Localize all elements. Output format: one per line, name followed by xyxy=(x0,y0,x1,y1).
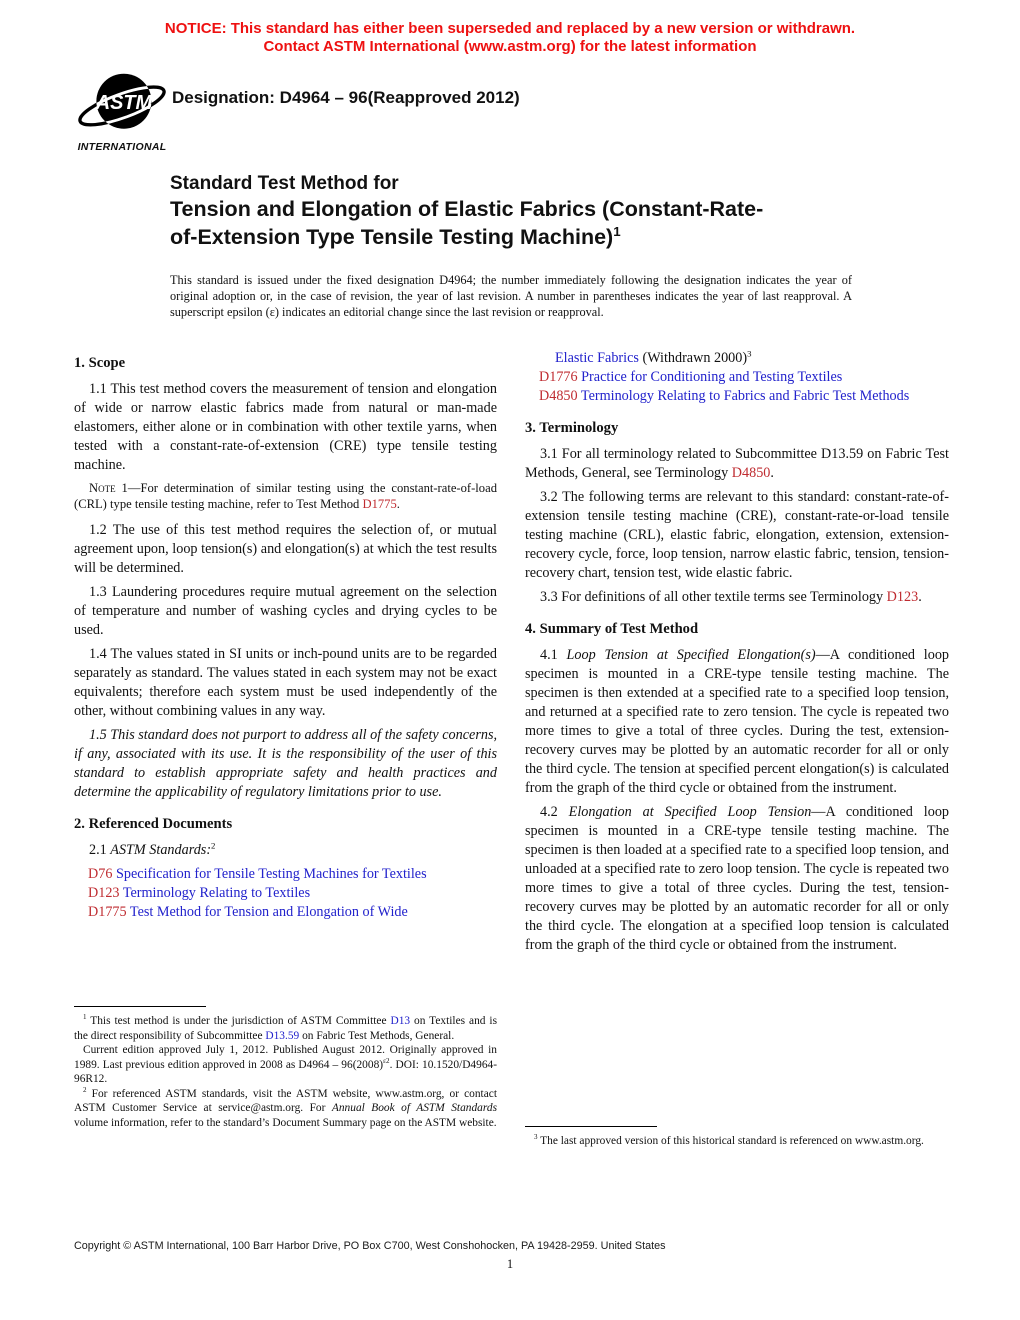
text-run: 4.1 xyxy=(540,647,567,663)
text-run: on Fabric Test Methods, General. xyxy=(299,1029,455,1042)
right-column xyxy=(525,349,949,960)
doc-link[interactable]: Terminology Relating to Fabrics and Fabric Test Methods xyxy=(577,388,910,404)
para-3-1 xyxy=(525,445,949,483)
text-run: . DOI: 10.1520/D4964-96R12. xyxy=(74,1058,498,1085)
text-run: 2.1 xyxy=(89,841,111,858)
para-1-5 xyxy=(74,726,497,802)
left-column xyxy=(74,349,497,922)
footnote-1 xyxy=(74,1014,497,1043)
text-run: This test method is under the jurisdiction of ASTM Committee xyxy=(86,1015,391,1027)
para-4-2 xyxy=(525,803,949,955)
doc-link[interactable]: Test Method for Tension and Elongation of Wide xyxy=(126,903,408,920)
doc-link[interactable]: D123 xyxy=(88,884,120,901)
doc-link[interactable]: Practice for Conditioning and Testing Textiles xyxy=(577,369,843,385)
reference-item-d123 xyxy=(74,884,497,903)
footnote-2 xyxy=(74,1087,497,1131)
text-run: (Withdrawn 2000) xyxy=(638,350,748,366)
text-run: Note 1 xyxy=(89,481,128,495)
doc-link[interactable]: Specification for Tensile Testing Machines for Textiles xyxy=(112,865,427,882)
text-run: 2 xyxy=(211,840,216,851)
text-run: Elongation at Specified Loop Tension xyxy=(568,804,812,820)
copyright-line: Copyright © ASTM International, 100 Barr Harbor Drive, PO Box C700, West Conshohocken, PA 19428-2959. United States xyxy=(74,1240,666,1252)
text-run: Current edition approved July 1, 2012. Published August 2012. Originally approved in 1989. Last previous edition approved in 2008 as D4964 – 96(2008) xyxy=(74,1044,497,1071)
text-run: —A conditioned loop specimen is mounted in a CRE-type tensile testing machine. The specimen is then loaded at a specified rate to a specified loop tension, and unloaded at a specified rate to zero loop tension. The cycle is repeated two more times to give a total of three cycles. During the test, tension-recovery curves may be plotted by an automatic recorder for all or only the third cycle. The elongation at a specified loop tension is calculated from the graph of the third cycle or obtained from the instrument. xyxy=(525,804,950,953)
doc-link[interactable]: Terminology Relating to Textiles xyxy=(119,884,311,901)
text-run: on Textiles and is the direct responsibility of Subcommittee xyxy=(74,1015,498,1042)
para-2-1 xyxy=(74,841,497,860)
text-run: ε2 xyxy=(383,1056,390,1065)
page-number: 1 xyxy=(506,1257,514,1271)
text-run: Loop Tension at Specified Elongation(s) xyxy=(566,647,816,663)
title-line-2 xyxy=(170,224,882,252)
text-run: of-Extension Type Tensile Testing Machine) xyxy=(170,224,614,249)
astm-logo-subtitle: INTERNATIONAL xyxy=(77,141,167,153)
text-run: 1.5 This standard does not purport to address all of the safety concerns, if any, associated with its use. It is the responsibility of the user of this standard to establish appropriate safety and health practices and determine the applicability of regulatory limitations prior to use. xyxy=(74,726,498,800)
para-4-1 xyxy=(525,646,949,798)
text-run: 4.2 xyxy=(540,804,569,820)
summary-heading: 4. Summary of Test Method xyxy=(525,621,699,637)
reference-item-d1775-continued xyxy=(525,349,949,368)
para-3-2: 3.2 The following terms are relevant to this standard: constant-rate-of-extension tensile testing machine (CRE), constant-rate-or-load tensile testing machine (CRL), elastic fabric, elongation, extension, extension-recovery cycle, force, loop tension, narrow elastic fabric, tension, tension-recovery chart, tension test, wide elastic fabric. xyxy=(525,489,949,581)
footnote-3 xyxy=(525,1134,949,1149)
terminology-heading: 3. Terminology xyxy=(525,420,619,436)
astm-globe-icon xyxy=(74,68,170,142)
text-run: 1 xyxy=(83,1013,87,1022)
reference-item-d4850 xyxy=(525,387,949,406)
text-run: 3 xyxy=(747,348,752,359)
doc-link[interactable]: D13.59 xyxy=(265,1029,300,1042)
text-run: volume information, refer to the standard’s Document Summary page on the ASTM website. xyxy=(74,1116,497,1129)
para-3-3 xyxy=(525,588,949,607)
title-line-1: Tension and Elongation of Elastic Fabrics (Constant-Rate- xyxy=(170,197,764,221)
text-run: 2 xyxy=(83,1085,87,1094)
text-run: 3.1 For all terminology related to Subcommittee D13.59 on Fabric Test Methods, General, see Terminology xyxy=(525,446,949,481)
doc-link[interactable]: D123 xyxy=(886,589,919,605)
doc-link[interactable]: D1776 xyxy=(539,369,578,385)
notice-line-2: Contact ASTM International (www.astm.org) for the latest information xyxy=(263,38,757,55)
section-referenced-documents xyxy=(74,816,497,922)
text-run: The last approved version of this historical standard is referenced on www.astm.org. xyxy=(537,1135,924,1147)
referenced-heading: 2. Referenced Documents xyxy=(74,815,233,832)
title-kicker: Standard Test Method for xyxy=(170,173,399,194)
text-run: . xyxy=(770,465,774,481)
footnote-divider xyxy=(525,1126,657,1127)
notice-banner xyxy=(0,20,1020,56)
text-run: —A conditioned loop specimen is mounted in a CRE-type tensile testing machine. The specimen is then extended at a specified rate to a specified loop tension, and returned at a specified rate to zero tension. The cycle is repeated two more times to give a total of three cycles. During the test, extension-recovery curves may be plotted by an automatic recorder for all or only the third cycle. The tension at specified percent elongation(s) is calculated from the graph of the third cycle or obtained from the instrument. xyxy=(525,647,950,796)
doc-link[interactable]: D13 xyxy=(390,1015,411,1027)
section-summary xyxy=(525,621,949,955)
footnotes-right xyxy=(525,1126,949,1149)
doc-link[interactable]: D4850 xyxy=(539,388,578,404)
astm-logo xyxy=(72,68,172,153)
text-run: For referenced ASTM standards, visit the ASTM website, www.astm.org, or contact ASTM Customer Service at service@astm.org. For xyxy=(74,1087,497,1114)
text-run: ASTM Standards: xyxy=(110,841,212,858)
doc-link[interactable]: D76 xyxy=(88,865,113,882)
doc-link[interactable]: Elastic Fabrics xyxy=(555,350,639,366)
notice-line-1: NOTICE: This standard has either been superseded and replaced by a new version or withdrawn. xyxy=(164,20,856,37)
text-run: 3 xyxy=(534,1133,538,1142)
section-scope xyxy=(74,355,497,802)
para-1-2: 1.2 The use of this test method requires the selection of, or mutual agreement upon, loop tension(s) and elongation(s) at which the test results will be determined. xyxy=(74,521,497,576)
footnotes-left xyxy=(74,1006,497,1130)
reference-item-d1776 xyxy=(525,368,949,387)
text-run: —For determination of similar testing using the constant-rate-of-load (CRL) type tensile testing machine, refer to Test Method xyxy=(74,481,497,512)
doc-link[interactable]: D1775 xyxy=(88,903,127,920)
astm-logo-acronym: ASTM xyxy=(95,91,153,114)
text-run: 1 xyxy=(613,223,621,239)
doc-link[interactable]: D1775 xyxy=(362,497,397,512)
reference-item-d1775 xyxy=(74,903,497,922)
scope-heading: 1. Scope xyxy=(74,355,126,371)
footnote-edition xyxy=(74,1043,497,1087)
designation: Designation: D4964 – 96(Reapproved 2012) xyxy=(172,88,520,107)
issuing-statement: This standard is issued under the fixed designation D4964; the number immediately following the designation indicates the year of original adoption or, in the case of revision, the year of last revision. A number in parentheses indicates the year of last reapproval. A superscript epsilon (ε) indicates an editorial change since the last revision or reapproval. xyxy=(170,273,852,319)
para-1-1: 1.1 This test method covers the measurement of tension and elongation of wide or narrow elastic fabrics made from natural or man-made elastomers, either alone or in combination with other textile yarns, when tested with a constant-rate-of-extension (CRE) type tensile testing machine. xyxy=(74,381,497,473)
title-block xyxy=(170,172,882,251)
text-run: Annual Book of ASTM Standards xyxy=(331,1102,498,1114)
para-1-4: 1.4 The values stated in SI units or inch-pound units are to be regarded separately as standard. The values stated in each system may not be exact equivalents; therefore each system must be used independently of the other, without combining values in any way. xyxy=(74,645,497,719)
doc-link[interactable]: D4850 xyxy=(731,465,771,481)
reference-item-d76 xyxy=(74,865,497,884)
section-terminology xyxy=(525,420,949,607)
text-run: 3.3 For definitions of all other textile terms see Terminology xyxy=(540,589,887,605)
note-1 xyxy=(74,480,497,513)
footnote-divider xyxy=(74,1006,206,1007)
text-run: . xyxy=(918,589,922,605)
para-1-3: 1.3 Laundering procedures require mutual agreement on the selection of temperature and number of washing cycles and drying cycles to be used. xyxy=(74,583,497,638)
text-run: . xyxy=(396,497,400,512)
